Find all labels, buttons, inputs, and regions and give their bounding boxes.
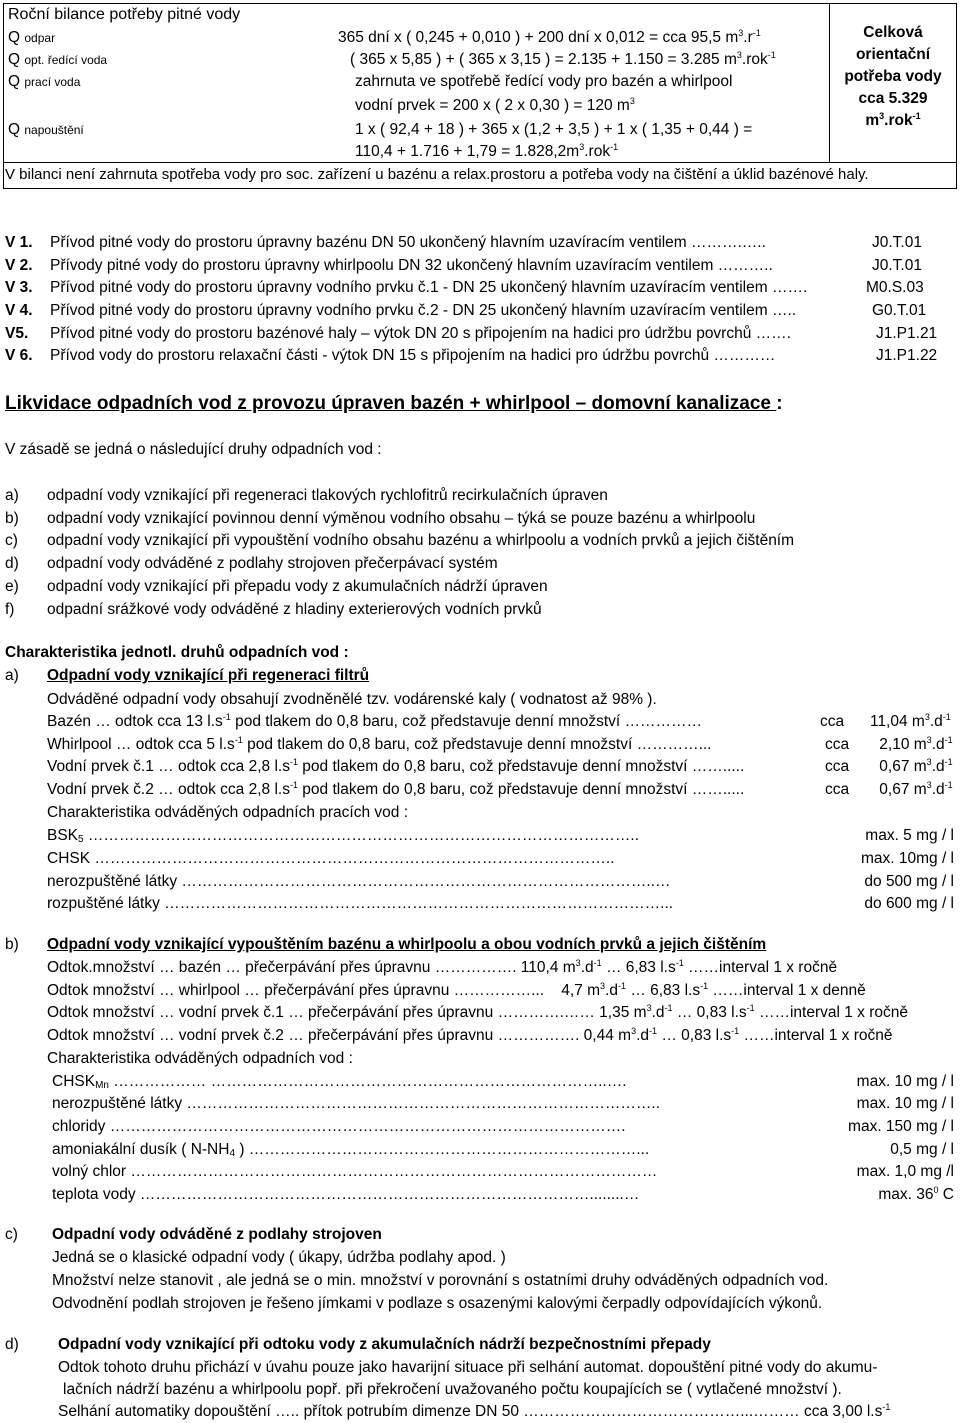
q-odpar-label: Q odpar bbox=[8, 29, 56, 46]
param-value: max. 10mg / l bbox=[860, 850, 954, 867]
param-value: max. 10 mg / l bbox=[856, 1095, 954, 1112]
section-a-value: cca 2,10 $m^3.d^{-1}$ bbox=[825, 735, 953, 753]
section-b-row: Odtok.množství … bazén … přečerpávání přes úpravnu ……………. 110,4 $m^3.d^{-1}$ … 6,83 $l.s^{-1}$ ……interval 1 x ročně bbox=[47, 958, 838, 976]
section-a-row: Vodní prvek č.1 … odtok cca 2,8 $l.s^{-1}$ pod tlakem do 0,8 baru, což představuje denní množství ……..... bbox=[47, 757, 745, 775]
section-c-letter: c) bbox=[5, 1226, 18, 1243]
supply-item: V 6. bbox=[5, 347, 33, 364]
total-consumption: Celková orientační potřeba vody cca 5.329 $m^3.rok^{-1}$ bbox=[844, 24, 942, 129]
section-b-title: Odpadní vody vznikající vypouštěním bazénu a whirlpoolu a obou vodních prvků a jejich čištěním bbox=[47, 936, 767, 953]
param-value: max. 5 mg / l bbox=[865, 827, 954, 844]
section-b-letter: b) bbox=[5, 936, 19, 953]
param-value: max. $36^0$ C bbox=[878, 1185, 954, 1203]
list-letter: f) bbox=[5, 601, 15, 618]
supply-ref: M0.S.03 bbox=[866, 279, 924, 296]
section-d-title: Odpadní vody vznikající při odtoku vody z akumulačních nádrží bezpečnostními přepady bbox=[58, 1336, 711, 1353]
section-c-line: Množství nelze stanovit , ale jedná se o min. množství v porovnání s ostatními druhy odváděných odpadních vod. bbox=[52, 1272, 829, 1289]
param-value: max. 150 mg / l bbox=[848, 1118, 954, 1135]
section-heading: Likvidace odpadních vod z provozu úpraven bazén + whirlpool – domovní kanalizace : bbox=[5, 393, 783, 414]
section-b-char-title: Charakteristika odváděných odpadních vod : bbox=[47, 1050, 353, 1067]
param-row: volný chlor ………………………………………………………………………………………… bbox=[52, 1163, 658, 1180]
section-c-line: Jedná se o klasické odpadní vody ( úkapy, údržba podlahy apod. ) bbox=[52, 1249, 506, 1266]
param-row: rozpuštěné látky ……………………………………………………………………………………... bbox=[47, 895, 674, 912]
section-b-row: Odtok množství … vodní prvek č.1 … přečerpávání přes úpravnu ………….…… 1,35 $m^3.d^{-1}$ … 0,83 $l.s^{-1}$ ……interval 1 x ročně bbox=[47, 1003, 908, 1021]
supply-item: V5. bbox=[5, 325, 29, 342]
supply-ref: J1.P1.21 bbox=[876, 325, 938, 342]
param-value: 0,5 mg / l bbox=[890, 1141, 954, 1158]
q-opt-label: Q opt. ředící voda bbox=[8, 51, 108, 68]
param-row: $CHSK_{Mn}$ ……………… …………………………………………………………………..…. bbox=[52, 1073, 627, 1091]
supply-ref: G0.T.01 bbox=[872, 302, 927, 319]
section-a-desc: Odváděné odpadní vody obsahují zvodněnělé tzv. vodárenské kaly ( vodnatost až 98% ). bbox=[47, 691, 657, 708]
param-value: max. 1,0 mg /l bbox=[856, 1163, 954, 1180]
list-letter: a) bbox=[5, 487, 19, 504]
q-odpar-value: 365 dní x ( 0,245 + 0,010 ) + 200 dní x 0,012 = cca 95,5 $m^3.r^{-1}$ bbox=[338, 28, 761, 46]
section-d-letter: d) bbox=[5, 1336, 19, 1353]
section-a-value: cca 11,04 $m^3.d^{-1}$ bbox=[820, 712, 951, 730]
list-item: odpadní vody vznikající povinnou denní výměnou vodního obsahu – týká se pouze bazénu a whirlpoolu bbox=[47, 510, 756, 527]
supply-item: V 2. bbox=[5, 257, 33, 274]
supply-ref: J0.T.01 bbox=[872, 234, 922, 251]
section-c-line: Odvodnění podlah strojoven je řešeno jímkami v podlaze s osazenými kalovými čerpadly odpovídajících výkonů. bbox=[52, 1295, 823, 1312]
section-b-row: Odtok množství … whirlpool … přečerpávání přes úpravnu ……………... 4,7 $m^3.d^{-1}$ … 6,83 $l.s^{-1}$ ……interval 1 x denně bbox=[47, 981, 866, 999]
balance-note: V bilanci není zahrnuta spotřeba vody pro soc. zařízení u bazénu a relax.prostoru a potřeba vody na čištění a úklid bazénové haly. bbox=[5, 166, 869, 183]
list-letter: b) bbox=[5, 510, 19, 527]
section-d-line: Odtok tohoto druhu přichází v úvahu pouze jako havarijní situace při selhání automat. dopouštění pitné vody do akumu- bbox=[58, 1359, 878, 1376]
q-praci-label: Q prací voda bbox=[8, 73, 81, 90]
param-row: nerozpuštěné látky ……………………………………………………………………………….. bbox=[52, 1095, 661, 1112]
param-row: CHSK ……………………………………………………………………………………….. bbox=[47, 850, 615, 867]
supply-text: Přívod pitné vody do prostoru úpravny vodního prvku č.2 - DN 25 ukončený hlavním uzavíracím ventilem ….. bbox=[50, 302, 797, 319]
q-napousteni-label: Q napouštění bbox=[8, 121, 84, 138]
section-a-value: cca 0,67 $m^3.d^{-1}$ bbox=[825, 757, 953, 775]
supply-item: V 4. bbox=[5, 302, 33, 319]
param-row: nerozpuštěné látky ………………………………………………………………………………..… bbox=[47, 873, 671, 890]
supply-ref: J1.P1.22 bbox=[876, 347, 938, 364]
param-value: do 500 mg / l bbox=[864, 873, 954, 890]
supply-text: Přívod vody do prostoru relaxační části - výtok DN 15 s připojením na hadici pro údržbu povrchů ………… bbox=[50, 347, 776, 364]
characteristics-heading: Charakteristika jednotl. druhů odpadních vod : bbox=[5, 644, 349, 661]
section-a-value: cca 0,67 $m^3.d^{-1}$ bbox=[825, 780, 953, 798]
q-napousteni-total: $110,4 + 1.716 + 1,79 = 1.828,2m^3.rok^{-1}$ bbox=[355, 142, 619, 160]
list-item: odpadní srážkové vody odváděné z hladiny exterierových vodních prvků bbox=[47, 601, 542, 618]
table-divider-horizontal bbox=[3, 162, 957, 163]
supply-text: Přívod pitné vody do prostoru bazénové haly – výtok DN 20 s připojením na hadici pro údržbu povrchů ……. bbox=[50, 325, 791, 342]
list-item: odpadní vody vznikající při regeneraci tlakových rychlofitrů recirkulačních úpraven bbox=[47, 487, 608, 504]
supply-ref: J0.T.01 bbox=[872, 257, 922, 274]
supply-item: V 1. bbox=[5, 234, 33, 251]
table-title: Roční bilance potřeby pitné vody bbox=[8, 6, 241, 23]
list-letter: c) bbox=[5, 532, 18, 549]
vodni-prvek-value: vodní prvek = 200 x ( 2 x 0,30 ) = 120 $m^3$ bbox=[355, 96, 635, 114]
list-item: odpadní vody vznikající při přepadu vody z akumulačních nádrží úpraven bbox=[47, 578, 548, 595]
q-opt-value: ( 365 x 5,85 ) + ( 365 x 3,15 ) = 2.135 + 1.150 = 3.285 $m^3.rok^{-1}$ bbox=[350, 50, 776, 68]
param-row: $BSK_5$ …………………………………………………………………………………………….. bbox=[47, 827, 639, 845]
section-a-title: Odpadní vody vznikající při regeneraci filtrů bbox=[47, 667, 370, 684]
supply-text: Přívod pitné vody do prostoru úpravny vodního prvku č.1 - DN 25 ukončený hlavním uzavíracím ventilem ……. bbox=[50, 279, 808, 296]
q-napousteni-value: 1 x ( 92,4 + 18 ) + 365 x (1,2 + 3,5 ) + 1 x ( 1,35 + 0,44 ) = bbox=[355, 121, 753, 138]
list-letter: d) bbox=[5, 555, 19, 572]
list-letter: e) bbox=[5, 578, 19, 595]
supply-text: Přívody pitné vody do prostoru úpravny whirlpoolu DN 32 ukončený hlavním uzavíracím ventilem ……….. bbox=[50, 257, 773, 274]
section-b-row: Odtok množství … vodní prvek č.2 … přečerpávání přes úpravnu ……………. 0,44 $m^3.d^{-1}$ … 0,83 $l.s^{-1}$ ……interval 1 x ročně bbox=[47, 1026, 893, 1044]
q-praci-value: zahrnuta ve spotřebě ředící vody pro bazén a whirlpool bbox=[355, 73, 733, 90]
supply-text: Přívod pitné vody do prostoru úpravny bazénu DN 50 ukončený hlavním uzavíracím ventilem ……….….. bbox=[50, 234, 766, 251]
param-row: teplota vody ……………………………………………………………………………........… bbox=[52, 1186, 640, 1203]
param-value: max. 10 mg / l bbox=[856, 1073, 954, 1090]
intro-text: V zásadě se jedná o následující druhy odpadních vod : bbox=[5, 441, 382, 458]
param-row: amoniakální dusík ( $N-NH_4$ ) …………………………………………………………………... bbox=[52, 1141, 650, 1159]
param-row: chloridy ………………………………………………………………………………………. bbox=[52, 1118, 626, 1135]
section-c-title: Odpadní vody odváděné z podlahy strojoven bbox=[52, 1226, 382, 1243]
section-a-char-title: Charakteristika odváděných odpadních pracích vod : bbox=[47, 804, 409, 821]
list-item: odpadní vody odváděné z podlahy strojoven přečerpávací systém bbox=[47, 555, 498, 572]
list-item: odpadní vody vznikající při vypouštění vodního obsahu bazénu a whirlpoolu a vodních prvků a jejich čištěním bbox=[47, 532, 795, 549]
section-d-line: lačních nádrží bazénu a whirlpoolu popř. při překročení uvažovaného počtu koupajících se ( vytlačené množství ). bbox=[63, 1381, 842, 1398]
section-a-row: Whirlpool … odtok cca 5 $l.s^{-1}$ pod tlakem do 0,8 baru, což představuje denní množství …………... bbox=[47, 735, 712, 753]
section-a-row: Bazén … odtok cca 13 $l.s^{-1}$ pod tlakem do 0,8 baru, což představuje denní množství …………… bbox=[47, 712, 703, 730]
section-d-last: Selhání automatiky dopouštění ….. přítok potrubím dimenze DN 50 ……………………………………...……… cca 3,00 $l.s^{-1}$ bbox=[58, 1402, 891, 1420]
param-value: do 600 mg / l bbox=[864, 895, 954, 912]
section-a-letter: a) bbox=[5, 667, 19, 684]
supply-item: V 3. bbox=[5, 279, 33, 296]
section-a-row: Vodní prvek č.2 … odtok cca 2,8 $l.s^{-1}$ pod tlakem do 0,8 baru, což představuje denní množství ……..... bbox=[47, 780, 745, 798]
